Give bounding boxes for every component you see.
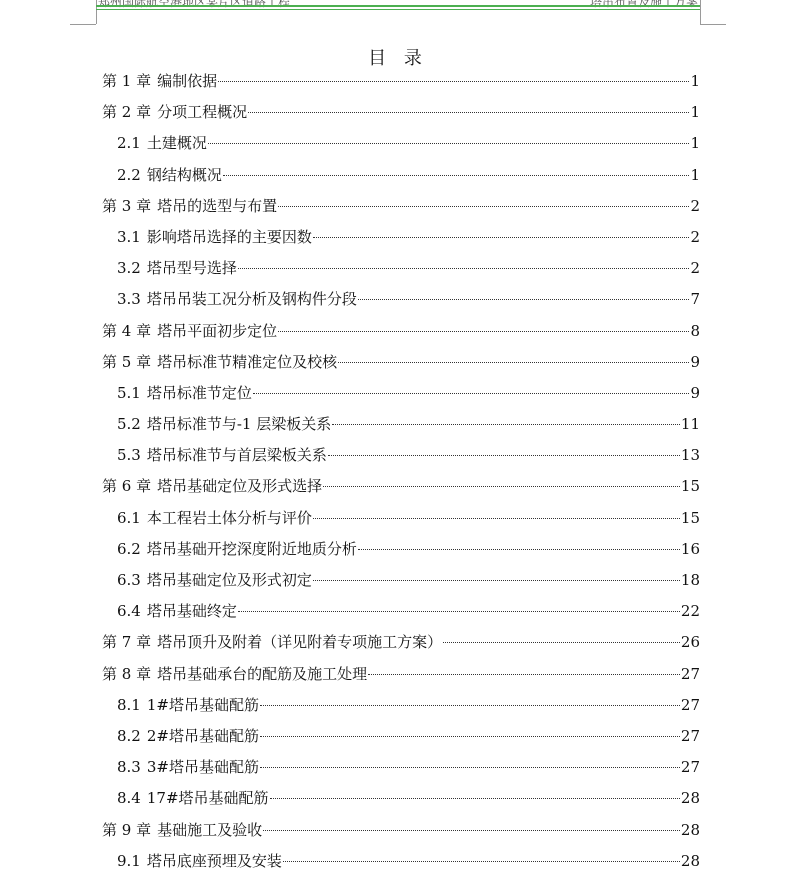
toc-entry-label: 塔吊标准节与-1 层梁板关系 <box>146 415 332 434</box>
toc-entry-label: 编制依据 <box>157 72 218 90</box>
toc-entry-section[interactable] <box>102 596 700 627</box>
toc-dot-leader <box>332 424 680 425</box>
toc-entry-number: 3.2 <box>117 259 141 278</box>
toc-entry-number: 6.1 <box>117 508 141 527</box>
toc-dot-leader <box>323 486 680 487</box>
header-rule <box>96 5 700 7</box>
toc-entry-chapter[interactable] <box>102 659 700 690</box>
toc-entry-number: 5.3 <box>117 446 141 465</box>
toc-dot-leader <box>248 112 689 113</box>
toc-entry-label: 塔吊标准节定位 <box>146 383 252 402</box>
toc-entry-number: 第 1 章 <box>102 72 152 90</box>
toc-entry-label: 塔吊标准节精准定位及校核 <box>157 352 338 371</box>
toc-page-number: 1 <box>690 103 700 122</box>
toc-dot-leader <box>223 175 690 176</box>
toc-entry-number: 第 7 章 <box>102 633 152 652</box>
toc-entry-label: 17#塔吊基础配筋 <box>146 789 269 808</box>
toc-entry-label: 塔吊基础定位及形式初定 <box>146 571 312 589</box>
toc-entry-section[interactable] <box>102 253 700 284</box>
toc-page-number: 2 <box>690 259 700 278</box>
toc-entry-number: 3.3 <box>117 290 141 309</box>
toc-entry-section[interactable] <box>102 503 700 534</box>
toc-entry-label: 本工程岩土体分析与评价 <box>146 508 312 527</box>
toc-entry-number: 8.3 <box>117 758 141 777</box>
page-corner-mark-top-right <box>700 24 726 25</box>
toc-page-number: 26 <box>680 633 700 652</box>
toc-entry-section[interactable] <box>102 721 700 752</box>
toc-entry-number: 8.4 <box>117 789 141 808</box>
toc-dot-leader <box>278 206 689 207</box>
toc-entry-number: 8.1 <box>117 695 141 714</box>
toc-entry-label: 2#塔吊基础配筋 <box>146 726 259 745</box>
toc-dot-leader <box>283 861 680 862</box>
toc-dot-leader <box>368 674 680 675</box>
toc-entry-number: 第 8 章 <box>102 664 152 683</box>
toc-page-number: 18 <box>680 571 700 589</box>
toc-page-number: 15 <box>680 477 700 496</box>
toc-dot-leader <box>238 268 690 269</box>
toc-dot-leader <box>270 798 680 799</box>
toc-entry-section[interactable] <box>102 565 700 596</box>
toc-entry-label: 塔吊基础承台的配筋及施工处理 <box>157 664 368 683</box>
toc-dot-leader <box>313 580 680 581</box>
toc-dot-leader <box>260 705 680 706</box>
toc-page-number: 7 <box>690 290 700 309</box>
toc-page-number: 16 <box>680 539 700 558</box>
toc-entry-label: 塔吊基础定位及形式选择 <box>157 477 323 496</box>
toc-page-number: 2 <box>690 227 700 246</box>
toc-dot-leader <box>313 237 690 238</box>
toc-entry-section[interactable] <box>102 378 700 409</box>
toc-page-number: 28 <box>680 789 700 808</box>
toc-entry-number: 第 2 章 <box>102 103 152 122</box>
toc-entry-label: 基础施工及验收 <box>157 820 263 839</box>
toc-entry-label: 塔吊基础终定 <box>146 602 237 621</box>
toc-entry-number: 6.3 <box>117 571 141 589</box>
toc-entry-chapter[interactable] <box>102 316 700 347</box>
toc-entry-number: 第 6 章 <box>102 477 152 496</box>
toc-page-number: 27 <box>680 664 700 683</box>
toc-entry-section[interactable] <box>102 752 700 783</box>
toc-entry-label: 1#塔吊基础配筋 <box>146 695 259 714</box>
toc-page-number: 9 <box>690 352 700 371</box>
toc-entry-section[interactable] <box>102 160 700 191</box>
toc-entry-number: 5.1 <box>117 383 141 402</box>
toc-dot-leader <box>253 393 690 394</box>
toc-entry-chapter[interactable] <box>102 191 700 222</box>
toc-page-number: 9 <box>690 383 700 402</box>
toc-entry-label: 塔吊标准节与首层梁板关系 <box>146 446 327 465</box>
toc-page-number: 27 <box>680 695 700 714</box>
toc-entry-chapter[interactable] <box>102 815 700 846</box>
toc-page-number: 2 <box>690 196 700 215</box>
toc-entry-chapter[interactable] <box>102 627 700 658</box>
toc-entry-section[interactable] <box>102 846 700 877</box>
toc-entry-chapter[interactable] <box>102 347 700 378</box>
toc-dot-leader <box>358 549 680 550</box>
toc-dot-leader <box>443 642 680 643</box>
toc-entry-label: 土建概况 <box>146 134 207 153</box>
table-of-contents <box>102 66 700 877</box>
toc-dot-leader <box>328 455 680 456</box>
toc-dot-leader <box>208 143 690 144</box>
toc-dot-leader <box>313 518 680 519</box>
toc-entry-number: 3.1 <box>117 227 141 246</box>
toc-entry-section[interactable] <box>102 690 700 721</box>
toc-entry-label: 塔吊平面初步定位 <box>157 321 278 340</box>
toc-page-number: 28 <box>680 851 700 870</box>
toc-entry-section[interactable] <box>102 534 700 565</box>
toc-page-number: 11 <box>680 415 700 434</box>
header-rule-thin <box>96 9 700 10</box>
toc-title: 目 录 <box>368 48 428 69</box>
toc-dot-leader <box>260 736 680 737</box>
toc-entry-label: 塔吊基础开挖深度附近地质分析 <box>146 539 357 558</box>
toc-entry-label: 分项工程概况 <box>157 103 248 122</box>
toc-entry-label: 塔吊顶升及附着（详见附着专项施工方案） <box>157 633 443 652</box>
toc-page-number: 27 <box>680 726 700 745</box>
toc-entry-number: 2.1 <box>117 134 141 153</box>
toc-entry-section[interactable] <box>102 128 700 159</box>
toc-entry-number: 第 4 章 <box>102 321 152 340</box>
page-corner-mark-top-right-vertical <box>700 0 701 24</box>
toc-entry-label: 塔吊的选型与布置 <box>157 196 278 215</box>
toc-page-number: 22 <box>680 602 700 621</box>
toc-dot-leader <box>358 299 690 300</box>
toc-page-number: 8 <box>690 321 700 340</box>
toc-dot-leader <box>218 81 689 82</box>
toc-dot-leader <box>263 830 680 831</box>
toc-entry-number: 6.2 <box>117 539 141 558</box>
toc-page-number: 13 <box>680 446 700 465</box>
toc-entry-number: 第 3 章 <box>102 196 152 215</box>
toc-dot-leader <box>278 331 689 332</box>
toc-entry-label: 影响塔吊选择的主要因数 <box>146 227 312 246</box>
toc-entry-label: 塔吊吊装工况分析及钢构件分段 <box>146 290 357 309</box>
toc-entry-number: 第 9 章 <box>102 820 152 839</box>
toc-page-number: 1 <box>690 72 700 90</box>
toc-dot-leader <box>338 362 689 363</box>
toc-entry-label: 塔吊型号选择 <box>146 259 237 278</box>
toc-entry-chapter[interactable] <box>102 471 700 502</box>
toc-entry-section[interactable] <box>102 783 700 814</box>
page-corner-mark-top-left <box>70 24 96 25</box>
toc-entry-section[interactable] <box>102 409 700 440</box>
toc-entry-number: 2.2 <box>117 165 141 184</box>
toc-page-number: 1 <box>690 134 700 153</box>
toc-entry-chapter[interactable] <box>102 66 700 97</box>
toc-page-number: 1 <box>690 165 700 184</box>
toc-entry-section[interactable] <box>102 440 700 471</box>
toc-page-number: 27 <box>680 758 700 777</box>
toc-entry-number: 5.2 <box>117 415 141 434</box>
toc-entry-label: 3#塔吊基础配筋 <box>146 758 259 777</box>
toc-entry-number: 8.2 <box>117 726 141 745</box>
toc-entry-section[interactable] <box>102 284 700 315</box>
toc-entry-label: 钢结构概况 <box>146 165 222 184</box>
toc-entry-number: 第 5 章 <box>102 352 152 371</box>
toc-entry-number: 6.4 <box>117 602 141 621</box>
toc-dot-leader <box>238 611 680 612</box>
toc-entry-section[interactable] <box>102 222 700 253</box>
toc-entry-number: 9.1 <box>117 851 141 870</box>
toc-entry-label: 塔吊底座预埋及安装 <box>146 851 282 870</box>
toc-entry-chapter[interactable] <box>102 97 700 128</box>
toc-page-number: 15 <box>680 508 700 527</box>
toc-dot-leader <box>260 767 680 768</box>
toc-page-number: 28 <box>680 820 700 839</box>
